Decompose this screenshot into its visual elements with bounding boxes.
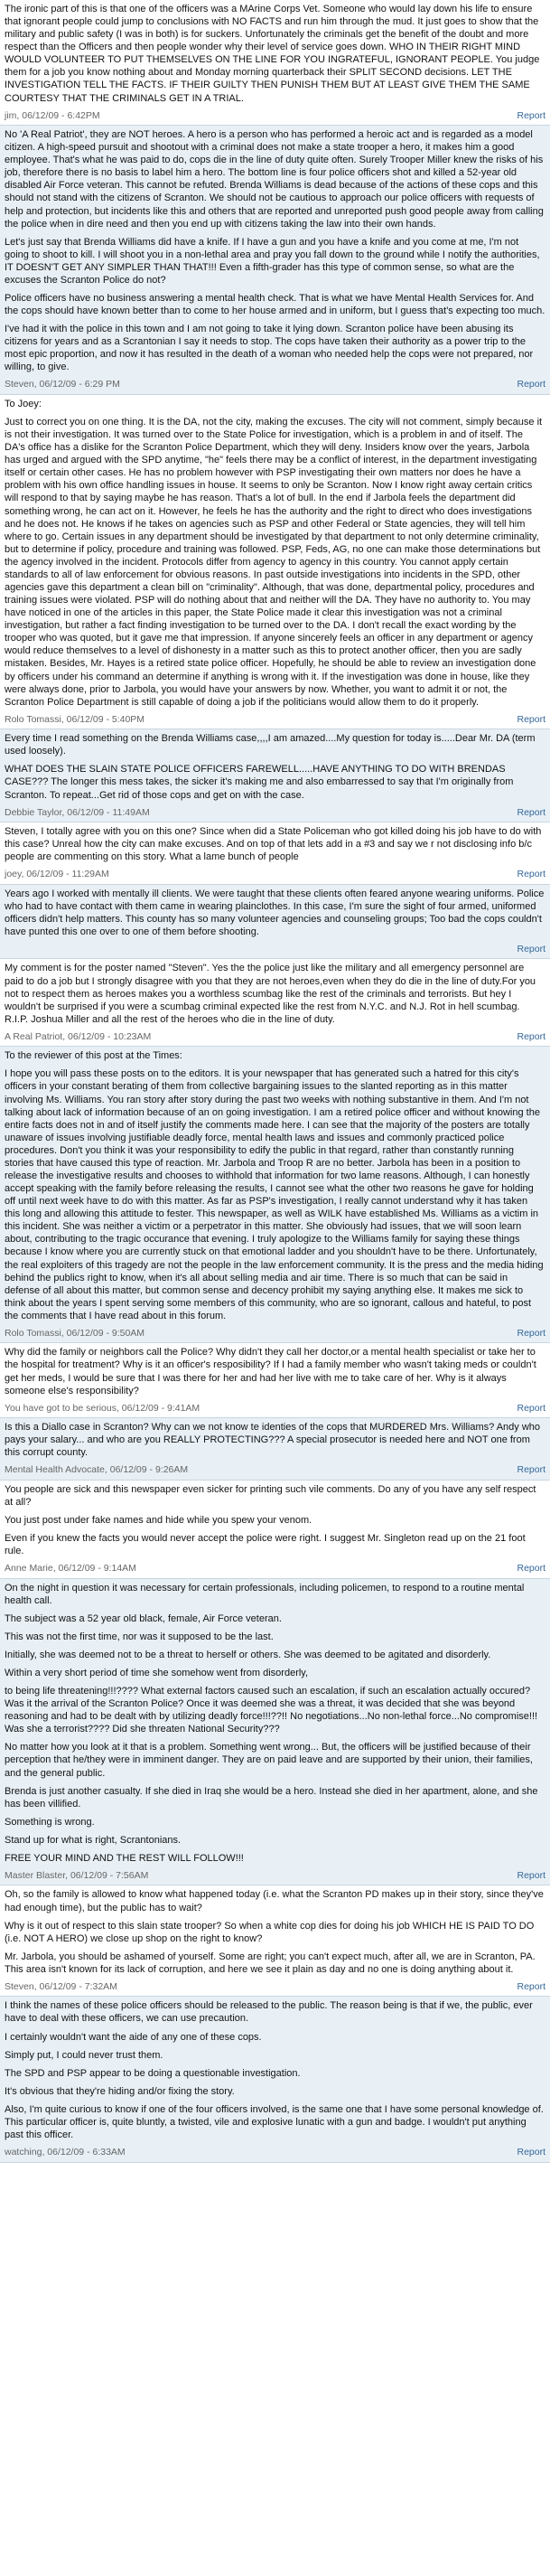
comment-paragraph: No 'A Real Patriot', they are NOT heroes. A hero is a person who has performed a heroic act and is regarded as a model citizen. A high-speed pursuit and shootout with a criminal does not make a state trooper a hero, it makes him a good employee. That's what he was paid to do, cops die in the line of duty quite often. Surely Trooper Miller knew the risks of his job, therefore there is no basis to label him a hero. The bottom line is four police officers shot and killed a 52-year old disabled Air Force veteran. This cannot be refuted. Brenda Williams is dead because of the actions of these cops and this should not stand with the citizens of Scranton. We should not be cautious to approach our police officers with requests of help and protection, but incidents like this and others that are reported and unreported push good people away from calling the police when in dire need and then you end up with citizens taking the law into their own hands. [5,129,544,230]
comment-body [0,959,550,1029]
comment-author-date: jim, 06/12/09 - 6:42PM [5,109,100,121]
comment-paragraph: The ironic part of this is that one of the officers was a MArine Corps Vet. Someone who would lay down his life to ensure that ignorant people could jump to conclusions with NO FACTS and run him through the mud. It just goes to show that the military and public safety (I was in both) is for suckers. Unfortunately the criminals get the benefit of the doubt and more respect than the Officers and then people wonder why their level of service goes down. WHO IN THEIR RIGHT MIND WOULD VOLUNTEER TO PUT THEMSELVES ON THE LINE FOR YOU INGRATEFUL, IGNORANT PEOPLE. You judge them for a job you know nothing about and Monday morning quarterback their SPLIT SECOND decisions. LET THE INVESTIGATION TELL THE FACTS. IF THEIR GUILTY THEN PUNISH THEM BUT AT LEAST GIVE THEM THE SAME COURTESY THAT THE CRIMINALS GET IN A TRIAL. [5,4,540,104]
comment-paragraph: Simply put, I could never trust them. [5,2049,163,2061]
comment [0,395,550,729]
comment-paragraph: Police officers have no business answering a mental health check. That is what we have Mental Health Services for. And the cops should have known better than to come to her house armed and in uniform, but I guess that's expecting too much. [5,293,545,317]
comment-paragraph: The subject was a 52 year old black, female, Air Force veteran. [5,1612,282,1624]
comment-paragraph: I hope you will pass these posts on to the editors. It is your newspaper that has generated such a hatred for this city's officers in your constant berating of them from collective bargaining issues to the slanted reporting as in this matter involving Ms. Williams. You ran story after story during the past two weeks with nothing substantive in them. And I'm not talking about lack of information because of an on going investigation. I am a retired police officer and without knowing the entire facts does not in and of itself justify the comments made here. I can see that the majority of the posters are totally unaware of issues involving justifiable deadly force, mental health laws and issues and commonly practiced police procedures. Don't you think it was your responsibility to edify the public in that regard, rather than constantly running stories that have caused this type of reaction. Mr. Jarbola and Troop R are no better. Jarbola has been in a position to release the investigative results and chooses to withhold that information for two lame reasons. Although, I can honestly accept speaking with the family before releasing the results, I cannot see what the other two reasons he gave for holding off until next week have to do with this matter. As far as PSP's investigation, I really cannot understand why it has taken this long and allowing this attitude to fester. This newspaper, as well as WILK have established Ms. Williams as a victim in this incident. She was neither a victim or a perpetrator in this matter. She obviously had issues, that we will soon learn about, contributing to the tragic occurance that evening. I truly apologize to the Williams family for saying these things because I know where you are currently stuck on that emotional ladder and you shouldn't have to be there. Unfortunately, the real exploiters of this tragedy are not the people in the law enforcement community. It is the press and the media hiding behind the publics right to know, when it's all about selling media and air time. There is so much that can be said in defense of all about this matter, but common sense and decency prohibit my saying anything else. It makes me sick to think about the years I spent serving some members of this community, who are so ignorant, callous and hateful, to post the comments that I have read about in this forum. [5,1068,544,1321]
comment-paragraph: Stand up for what is right, Scrantonians. [5,1834,182,1846]
report-link[interactable]: Report [517,1464,545,1476]
report-link[interactable]: Report [517,109,545,121]
comment-paragraph: Even if you knew the facts you would never accept the police were right. I suggest Mr. Singleton read up on the 21 foot rule. [5,1533,526,1557]
comment-body [0,1343,550,1400]
comment-body [0,1047,550,1326]
report-link[interactable]: Report [517,1980,545,1992]
comment [0,1997,550,2162]
comment-author-date: Master Blaster, 06/12/09 - 7:56AM [5,1870,149,1882]
comment-author-date: Steven, 06/12/09 - 7:32AM [5,1980,117,1992]
report-link[interactable]: Report [517,1327,545,1339]
comment-meta [0,377,550,394]
comment-author-date: A Real Patriot, 06/12/09 - 10:23AM [5,1030,152,1042]
comment-paragraph: Oh, so the family is allowed to know what happened today (i.e. what the Scranton PD makes up in their story, since they've had enough time), but the public has to wait? [5,1889,544,1913]
report-link[interactable]: Report [517,1402,545,1414]
comment [0,1343,550,1418]
report-link[interactable]: Report [517,1030,545,1042]
comment [0,885,550,960]
comment-paragraph: WHAT DOES THE SLAIN STATE POLICE OFFICERS FAREWELL.....HAVE ANYTHING TO DO WITH BRENDAS CASE??? The longer this mess takes, the sicker it's making me and also embarressed to say that I'm originally from Scranton. To repeat...Get rid of those cops and get on with the case. [5,764,514,801]
comment-paragraph: Something is wrong. [5,1816,95,1828]
comment-paragraph: On the night in question it was necessary for certain professionals, including policemen, to respond to a routine mental health call. [5,1582,525,1606]
comment [0,959,550,1047]
comment-author-date: You have got to be serious, 06/12/09 - 9:41AM [5,1402,200,1414]
comment-body [0,1418,550,1462]
comment-body [0,1579,550,1868]
comment-paragraph: Within a very short period of time she somehow went from disorderly, [5,1668,309,1679]
report-link[interactable]: Report [517,713,545,725]
comment-meta [0,1979,550,1997]
report-link[interactable]: Report [517,379,545,390]
comment-paragraph: The SPD and PSP appear to be doing a questionable investigation. [5,2067,301,2079]
comment-paragraph: to being life threatening!!!???? What external factors caused such an escalation, if such an escalation actually occured? Was it the arrival of the Scranton Police? Once it was deemed she was a threat, it was decided that she was beyond reasoning and had to be dealt with by utilizing deadly force!!!??!! No negotiations...No non-lethal force...No compromise!!! Was she a terrorist???? Did she threaten National Security??? [5,1686,538,1735]
comment-body [0,0,550,108]
comment [0,0,550,126]
comment-author-date: Anne Marie, 06/12/09 - 9:14AM [5,1563,136,1575]
comment-meta [0,942,550,959]
comment [0,1481,550,1579]
comment-paragraph: I think the names of these police officers should be released to the public. The reason being is that if we, the public, ever have to deal with these officers, we can use precaution. [5,2000,533,2025]
comment-paragraph: Steven, I totally agree with you on this one? Since when did a State Policeman who got killed doing his job have to do with this case? Unreal how the city can make excuses. And on top of that lets add in a #3 and say we r not disclosing info b/c people are commenting on this story. What a lame bunch of people [5,826,542,863]
report-link[interactable]: Report [517,1870,545,1882]
comment-paragraph: Every time I read something on the Brenda Williams case,,,,I am amazed....My question for today is.....Dear Mr. DA (term used loosely). [5,733,536,757]
comment-meta [0,1868,550,1885]
comment-paragraph: Let's just say that Brenda Williams did have a knife. If I have a gun and you have a knife and you come at me, I'm not going to shoot to kill. I will shoot you in a non-lethal area and pray you fall down to the ground while I notify the authorities, IT DOESN'T GET ANY SIMPLER THAN THAT!!! Even a fifth-grader has this type of common sense, so what are the excuses the Scranton Police do not? [5,236,540,286]
comment-paragraph: Just to correct you on one thing. It is the DA, not the city, making the excuses. The city will not comment, simply because it is not their investigation. It was turned over to the State Police for investigation, which is a problem in and of itself. The DA's office has a dislike for the Scranton Police Department, which they will deny. Insiders know over the years, Jarbola has urged and argued with the SPD anytime, "he" feels there may be a conflict of interest, in the department investigating itself or certain other cases. He has no problem however with PSP investigating their own matters nor does he have a problem with his own office handling issues in house. It seems to only be Scranton. Now I know right away certain critics will respond to that by saying maybe he has reason. That's a lot of bull. In the end if Jarbola feels the department did something wrong, he can act on it. However, he feels he has the authority and the right to direct who does investigations and he does not. He knows if he takes on agencies such as PSP and other Federal or State agencies, they will tell him where to go. Certain issues in any department should be investigated by that department to not only determine criminality, but to determine if policy, procedure and training was followed. PSP, Feds, AG, no one can make those determinations but the agency involved in the incident. Protocols differ from agency to agency in this country. You cannot apply certain standards to all of law enforcement for obvious reasons. In past outside investigations into incidents in the SPD, other agencies gave this department a clean bill on "criminality". Although, that was done, departmental policy, procedures and training issues were violated. PSP will do nothing about that and neither will the DA. They have no authority to. You may have noticed in one of the articles in this paper, the State Police made it clear this investigation was not a criminal investigation, but rather a fact finding investigation to be turned over to the DA. I don't recall the exact wording by the trooper who was quoted, but it gave me that impression. If anyone sincerely feels an officer in any department or agency would reduce themselves to a level of dishonesty in a matter such as this to protect another officer, then you are sadly mistaken. Besides, Mr. Hayes is a retired state police officer. Hopefully, he should be able to review an investigation done by officers under his command an determine if anything is wrong with it. If the investigation was done in house, like they were always done, prior to Jarbola, you would have your answers by now. Whether, you want to admit it or not, the Scranton Police Department is still capable of doing a job if the politicians would allow them to do it properly. [5,416,543,708]
comment-paragraph: To Joey: [5,398,42,409]
comment-paragraph: Why did the family or neighbors call the Police? Why didn't they call her doctor,or a mental health specialist or take her to the hospital for treatment? Why is it an officer's resposibility? If I had a family member who wasn't taking meds or couldn't get her meds, I would be sure that I was there for her and had her live with me to take care of her. Why is it always someone else's responsibility? [5,1347,536,1396]
report-link[interactable]: Report [517,869,545,880]
comment-author-date: Rolo Tomassi, 06/12/09 - 9:50AM [5,1327,145,1339]
comment-body [0,823,550,867]
comment-paragraph: I certainly wouldn't want the aide of any one of these cops. [5,2031,262,2043]
comment-body [0,126,550,377]
comment-meta [0,108,550,126]
comment-author-date: Mental Health Advocate, 06/12/09 - 9:26AM [5,1464,189,1476]
comment-paragraph: Why is it out of respect to this slain state trooper? So when a white cop dies for doing his job WHICH HE IS PAID TO DO (i.e. NOT A HERO) we close up shop on the right to know? [5,1920,535,1944]
report-link[interactable]: Report [517,2147,545,2158]
comment-paragraph: Years ago I worked with mentally ill clients. We were taught that these clients often feared anyone wearing uniforms. Police who had to have contact with them came in wearing plainclothes. In this case, I'm sure the sight of four armed, uniformed officers didn't help matters. This county has so many volunteer agencies and counseling groups; Too bad the cops couldn't have punted this one over to one of them before shooting. [5,888,545,937]
comment-meta [0,1462,550,1480]
comment-paragraph: Brenda is just another casualty. If she died in Iraq she would be a hero. Instead she died in her apartment, alone, and she has been villified. [5,1785,538,1810]
report-link[interactable]: Report [517,806,545,818]
comment-paragraph: My comment is for the poster named "Steven". Yes the the police just like the military and all emergency personnel are paid to do a job but I strongly disagree with you that they are not heroes,even when they do die in the line of duty.For you not to respect them as heroes makes you a worthless scumbag like the rest of the criminals and terrorists. But hey I wouldn't be surprised if you were a scumbag criminal expected like the rest from N.Y.C. and N.J. Rot in hell scumbag. R.I.P. Joshua Miller and all the rest of the heroes who die in the line of duty. [5,963,536,1025]
comment-paragraph: To the reviewer of this post at the Times: [5,1050,182,1062]
comment-author-date: watching, 06/12/09 - 6:33AM [5,2147,126,2158]
comment [0,1047,550,1343]
report-link[interactable]: Report [517,1563,545,1575]
comment-body [0,395,550,712]
comment-paragraph: FREE YOUR MIND AND THE REST WILL FOLLOW!!! [5,1852,244,1864]
comment-meta [0,1029,550,1047]
comment-paragraph: No matter how you look at it that is a problem. Something went wrong... But, the officers will be justified because of their perception that he/they were in imminent danger. They are on paid leave and are supported by their union, their families, and the general public. [5,1742,533,1779]
comment [0,823,550,885]
comment-paragraph: You people are sick and this newspaper even sicker for printing such vile comments. Do any of you have any self respect at all? [5,1483,536,1508]
comment-paragraph: It's obvious that they're hiding and/or fixing the story. [5,2085,235,2097]
comment-author-date: Debbie Taylor, 06/12/09 - 11:49AM [5,806,150,818]
comment-paragraph: Is this a Diallo case in Scranton? Why can we not know te identies of the cops that MURDERED Mrs. Williams? Andy who pays your salary... and who are you REALLY PROTECTING??? A special prosecutor is needed here and NOT one from this corrupt county. [5,1422,541,1459]
comment-paragraph: I've had it with the police in this town and I am not going to take it lying down. Scranton police have been abusing its citizens for years and as a Scrantonian I say it needs to stop. The cops have taken their authority as a power trip to the most epic proportion, and now it has resulted in the death of a woman who needed help the cops were not prepared, nor willing, to give. [5,324,534,373]
comment [0,126,550,395]
comment [0,729,550,823]
comment [0,1579,550,1886]
comment-meta [0,1401,550,1418]
comment-body [0,885,550,942]
comment [0,1885,550,1997]
comment-body [0,1481,550,1561]
comment [0,1418,550,1481]
comment-body [0,1997,550,2145]
comment-meta [0,1561,550,1578]
comment-paragraph: You just post under fake names and hide while you spew your venom. [5,1514,312,1526]
comment-meta [0,867,550,884]
comment-meta [0,2145,550,2162]
comment-paragraph: Also, I'm quite curious to know if one of the four officers involved, is the same one that I have some personal knowledge of. This particular officer is, quite bluntly, a twisted, vile and explosive lunatic with a gun and badge. I wouldn't put anything past this officer. [5,2103,544,2140]
comment-body [0,729,550,804]
comment-paragraph: Initially, she was deemed not to be a threat to herself or others. She was deemed to be agitated and disorderly. [5,1649,491,1660]
comment-body [0,1885,550,1979]
report-link[interactable]: Report [517,944,545,955]
comment-paragraph: Mr. Jarbola, you should be ashamed of yourself. Some are right; you can't expect much, after all, we are in Scranton, PA. This area isn't known for its lack of corruption, and here we see it plain as day and no one is doing anything about it. [5,1951,536,1975]
comment-author-date: joey, 06/12/09 - 11:29AM [5,869,109,880]
comment-meta [0,805,550,823]
comment-paragraph: This was not the first time, nor was it supposed to be the last. [5,1631,274,1642]
comment-author-date: Rolo Tomassi, 06/12/09 - 5:40PM [5,713,145,725]
comment-meta [0,1326,550,1343]
comment-author-date: Steven, 06/12/09 - 6:29 PM [5,379,120,390]
comment-meta [0,712,550,729]
